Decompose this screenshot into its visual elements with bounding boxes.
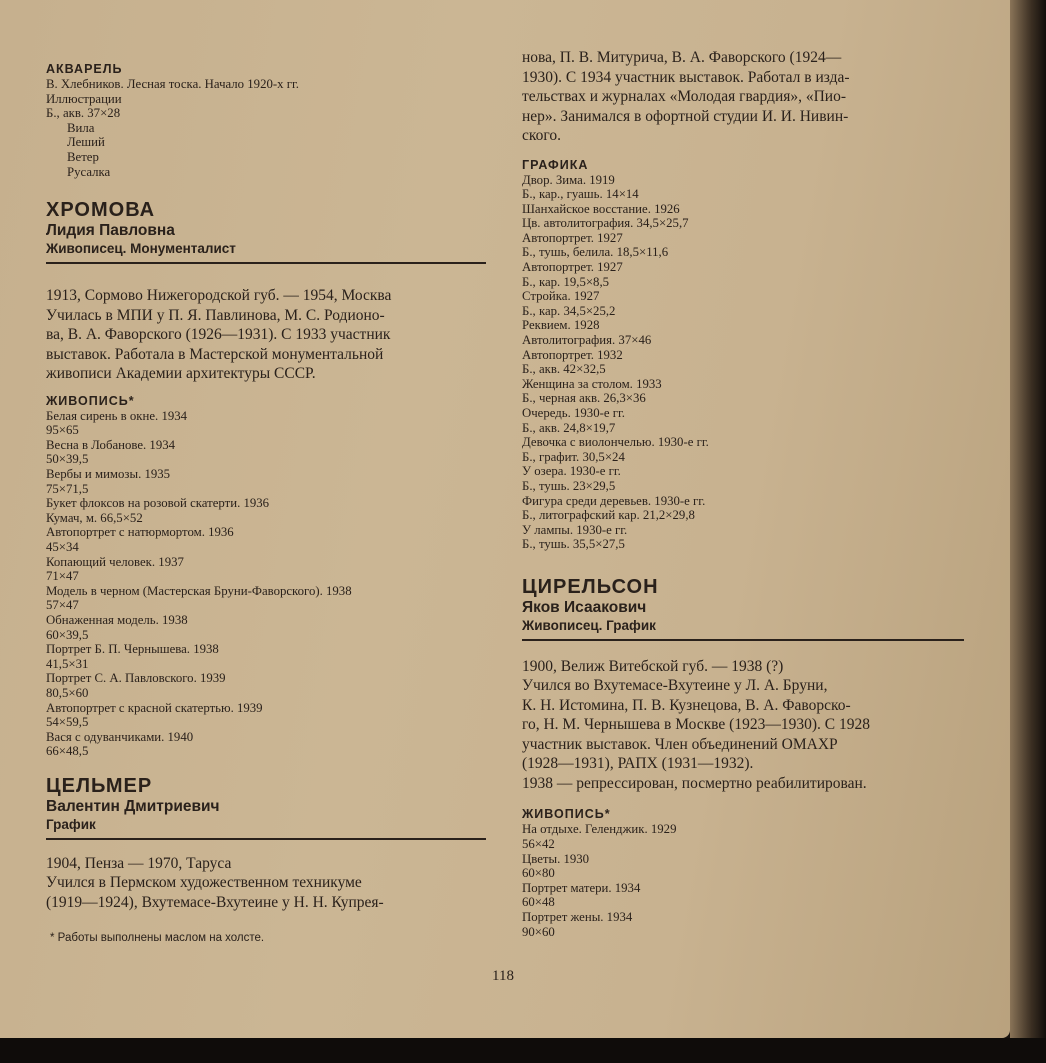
artist-bio [46, 286, 486, 384]
work-line: Б., тушь. 35,5×27,5 [522, 537, 625, 552]
section-heading-painting: ЖИВОПИСЬ* [46, 393, 135, 408]
page-number: 118 [492, 968, 514, 984]
artist-bio [522, 657, 964, 794]
work-subline: Вила [67, 120, 95, 135]
artist-entry-tselmer [46, 775, 486, 913]
work-line: На отдыхе. Геленджик. 1929 [522, 822, 677, 837]
artist-given-name: Валентин Дмитриевич [46, 797, 220, 815]
work-line: Портрет Б. П. Чернышева. 1938 [46, 642, 219, 657]
artist-surname: ЦИРЕЛЬСОН [522, 575, 659, 598]
artist-bio [46, 854, 486, 913]
work-line: 75×71,5 [46, 481, 89, 496]
work-line: Кумач, м. 66,5×52 [46, 510, 143, 525]
artist-given-name: Яков Исаакович [522, 598, 647, 616]
bio-line: нер». Занимался в офортной студии И. И. Нивин- [522, 107, 849, 125]
work-line: 60×39,5 [46, 627, 89, 642]
bio-line: нова, П. В. Митурича, В. А. Фаворского (1924— [522, 49, 842, 66]
bio-line: живописи Академии архитектуры СССР. [46, 365, 316, 383]
work-line: Белая сирень в окне. 1934 [46, 408, 188, 423]
work-line: Вася с одуванчиками. 1940 [46, 729, 194, 744]
graphic-works [522, 173, 964, 552]
work-line: В. Хлебников. Лесная тоска. Начало 1920-х гг. [46, 77, 299, 91]
work-line: 95×65 [46, 423, 79, 438]
artist-profession: Живописец. График [522, 617, 964, 641]
work-line: 60×48 [522, 895, 555, 910]
work-line: Очередь. 1930-е гг. [522, 406, 625, 420]
work-line: Женщина за столом. 1933 [522, 376, 662, 391]
work-line: Реквием. 1928 [522, 318, 600, 333]
bio-line: участник выставок. Член объединений ОМАХР [522, 735, 838, 753]
work-line: 56×42 [522, 837, 555, 852]
work-line: Иллюстрации [46, 91, 122, 106]
work-line: Вербы и мимозы. 1935 [46, 467, 171, 482]
artist-entry-khromova [46, 199, 486, 759]
book-spine [1010, 0, 1046, 1063]
work-line: Копающий человек. 1937 [46, 554, 184, 569]
work-subline: Леший [67, 135, 105, 150]
work-line: Портрет жены. 1934 [522, 910, 633, 924]
work-line: Б., тушь, белила. 18,5×11,6 [522, 245, 669, 260]
work-line: Модель в черном (Мастерская Бруни-Фаворского). 1938 [46, 583, 352, 598]
bio-line: 1904, Пенза — 1970, Таруса [46, 854, 232, 872]
work-line: 90×60 [522, 924, 555, 939]
painting-works [522, 822, 964, 939]
tselmer-bio-continued [522, 48, 964, 146]
bio-line: (1919—1924), Вхутемасе-Вхутеине у Н. Н. Купрея- [46, 893, 384, 911]
work-line: Б., тушь. 23×29,5 [522, 478, 616, 493]
work-line: 57×47 [46, 598, 79, 613]
work-line: Б., кар. 34,5×25,2 [522, 303, 616, 318]
work-line: 50×39,5 [46, 452, 89, 467]
work-line: Автопортрет. 1932 [522, 347, 623, 362]
work-line: Автопортрет. 1927 [522, 260, 623, 275]
work-line: Б., кар., гуашь. 14×14 [522, 187, 639, 202]
work-line: Б., литографский кар. 21,2×29,8 [522, 508, 695, 523]
work-line: 66×48,5 [46, 744, 89, 759]
work-line: 41,5×31 [46, 656, 89, 671]
akvarel-works [46, 77, 486, 179]
bio-line: К. Н. Истомина, П. В. Кузнецова, В. А. Фаворско- [522, 696, 851, 714]
work-line: 71×47 [46, 569, 79, 584]
work-line: Фигура среди деревьев. 1930-е гг. [522, 493, 706, 508]
bio-line: го, Н. М. Чернышева в Москве (1923—1930). С 1928 [522, 716, 870, 734]
artist-entry-tsirelson [522, 576, 964, 939]
work-line: Цветы. 1930 [522, 851, 590, 866]
artist-surname: ЦЕЛЬМЕР [46, 774, 153, 797]
painting-works [46, 409, 486, 759]
work-line: Б., акв. 37×28 [46, 106, 121, 121]
bio-line: ского. [522, 127, 561, 144]
section-heading-graphics: ГРАФИКА [522, 157, 589, 172]
work-line: У озера. 1930-е гг. [522, 464, 621, 479]
work-line: Портрет С. А. Павловского. 1939 [46, 671, 226, 686]
work-line: Б., графит. 30,5×24 [522, 449, 625, 464]
bio-line: 1900, Велиж Витебской губ. — 1938 (?) [522, 657, 784, 675]
bio-line: (1928—1931), РАПХ (1931—1932). [522, 755, 754, 773]
footnote: * Работы выполнены маслом на холсте. [50, 932, 265, 944]
bio-line: 1938 — репрессирован, посмертно реабилитирован. [522, 774, 867, 792]
work-line: Девочка с виолончелью. 1930-е гг. [522, 435, 709, 450]
work-line: Весна в Лобанове. 1934 [46, 437, 176, 452]
work-line: 45×34 [46, 540, 79, 554]
work-line: Стройка. 1927 [522, 289, 600, 304]
work-line: Автопортрет с натюрмортом. 1936 [46, 525, 234, 540]
work-line: Б., черная акв. 26,3×36 [522, 391, 646, 406]
work-line: Шанхайское восстание. 1926 [522, 201, 680, 216]
work-line: Б., акв. 24,8×19,7 [522, 420, 616, 435]
work-line: Двор. Зима. 1919 [522, 172, 615, 187]
page-edge-shadow [0, 1038, 1046, 1063]
work-line: 54×59,5 [46, 715, 89, 730]
work-line: Автопортрет. 1927 [522, 230, 623, 245]
bio-line: 1913, Сормово Нижегородской губ. — 1954, Москва [46, 287, 392, 305]
work-line: Б., кар. 19,5×8,5 [522, 274, 610, 289]
artist-profession: График [46, 816, 486, 840]
left-column [46, 60, 486, 912]
right-column [522, 48, 964, 939]
artist-surname: ХРОМОВА [46, 199, 156, 222]
work-line: Букет флоксов на розовой скатерти. 1936 [46, 496, 270, 511]
bio-line: ва, В. А. Фаворского (1926—1931). С 1933 участник [46, 326, 391, 344]
bio-line: Учился во Вхутемасе-Вхутеине у Л. А. Бруни, [522, 677, 828, 695]
work-line: Б., акв. 42×32,5 [522, 362, 606, 377]
artist-given-name: Лидия Павловна [46, 222, 175, 240]
work-line: Автолитография. 37×46 [522, 333, 652, 348]
bio-line: тельствах и журналах «Молодая гвардия», «Пио- [522, 88, 847, 105]
work-line: У лампы. 1930-е гг. [522, 522, 628, 537]
bio-line: 1930). С 1934 участник выставок. Работал в изда- [522, 68, 850, 86]
artist-profession: Живописец. Монументалист [46, 240, 486, 264]
work-line: 80,5×60 [46, 685, 89, 700]
work-line: Цв. автолитография. 34,5×25,7 [522, 216, 689, 231]
work-line: 60×80 [522, 866, 555, 881]
work-line: Обнаженная модель. 1938 [46, 612, 188, 627]
work-subline: Ветер [67, 149, 99, 164]
work-line: Портрет матери. 1934 [522, 880, 641, 895]
section-heading-akvarel: АКВАРЕЛЬ [46, 62, 123, 76]
bio-line: выставок. Работала в Мастерской монументальной [46, 345, 384, 363]
bio-line: Учился в Пермском художественном техникуме [46, 874, 362, 892]
work-line: Автопортрет с красной скатертью. 1939 [46, 700, 263, 715]
section-heading-painting: ЖИВОПИСЬ* [522, 807, 611, 822]
bio-line: Училась в МПИ у П. Я. Павлинова, М. С. Родионо- [46, 306, 385, 324]
work-subline: Русалка [67, 164, 111, 179]
